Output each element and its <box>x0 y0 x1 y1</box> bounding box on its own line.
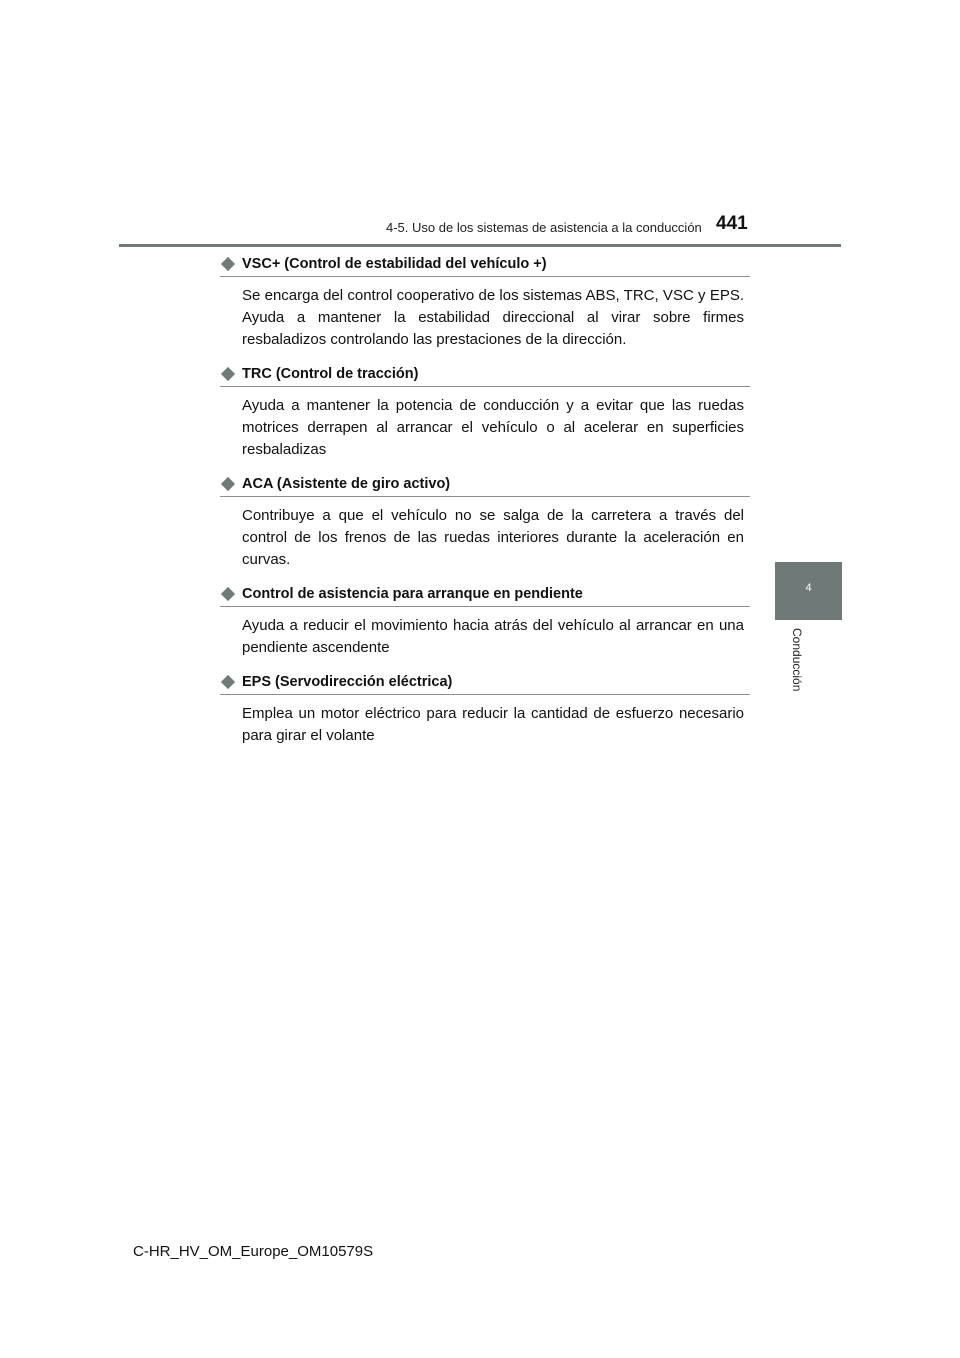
section-label: 4-5. Uso de los sistemas de asistencia a la conducción <box>386 220 702 235</box>
section-hill-start <box>220 583 750 659</box>
footer-doc-id: C-HR_HV_OM_Europe_OM10579S <box>133 1243 374 1260</box>
section-heading <box>220 363 750 387</box>
header-divider <box>119 244 841 247</box>
chapter-tab <box>775 562 842 620</box>
page-number: 441 <box>716 213 748 234</box>
heading-text: VSC+ (Control de estabilidad del vehículo +) <box>242 255 547 272</box>
section-heading <box>220 253 750 277</box>
diamond-icon <box>221 586 235 600</box>
section-body: Se encarga del control cooperativo de los sistemas ABS, TRC, VSC y EPS. Ayuda a mantener la estabilidad direccional al virar sobre firmes resbaladizos controlando las prestaciones de la dirección. <box>242 287 744 348</box>
section-body: Emplea un motor eléctrico para reducir la cantidad de esfuerzo necesario para girar el volante <box>242 705 744 744</box>
heading-text: TRC (Control de tracción) <box>242 365 419 382</box>
section-body: Contribuye a que el vehículo no se salga de la carretera a través del control de los frenos de las ruedas interiores durante la aceleración en curvas. <box>242 507 744 568</box>
section-body: Ayuda a reducir el movimiento hacia atrás del vehículo al arrancar en una pendiente ascendente <box>242 617 744 656</box>
diamond-icon <box>221 256 235 270</box>
chapter-number: 4 <box>805 582 812 594</box>
diamond-icon <box>221 674 235 688</box>
section-eps <box>220 671 750 747</box>
page-header <box>0 0 960 248</box>
page-content <box>220 253 750 747</box>
chapter-name: Conducción <box>790 628 804 692</box>
diamond-icon <box>221 476 235 490</box>
section-vsc <box>220 253 750 351</box>
section-aca <box>220 473 750 571</box>
section-trc <box>220 363 750 461</box>
section-heading <box>220 671 750 695</box>
heading-text: EPS (Servodirección eléctrica) <box>242 673 453 690</box>
section-heading <box>220 473 750 497</box>
heading-text: Control de asistencia para arranque en pendiente <box>242 585 583 602</box>
heading-text: ACA (Asistente de giro activo) <box>242 475 451 492</box>
section-heading <box>220 583 750 607</box>
diamond-icon <box>221 366 235 380</box>
section-body: Ayuda a mantener la potencia de conducción y a evitar que las ruedas motrices derrapen al arrancar el vehículo o al acelerar en superficies resbaladizas <box>242 397 744 458</box>
